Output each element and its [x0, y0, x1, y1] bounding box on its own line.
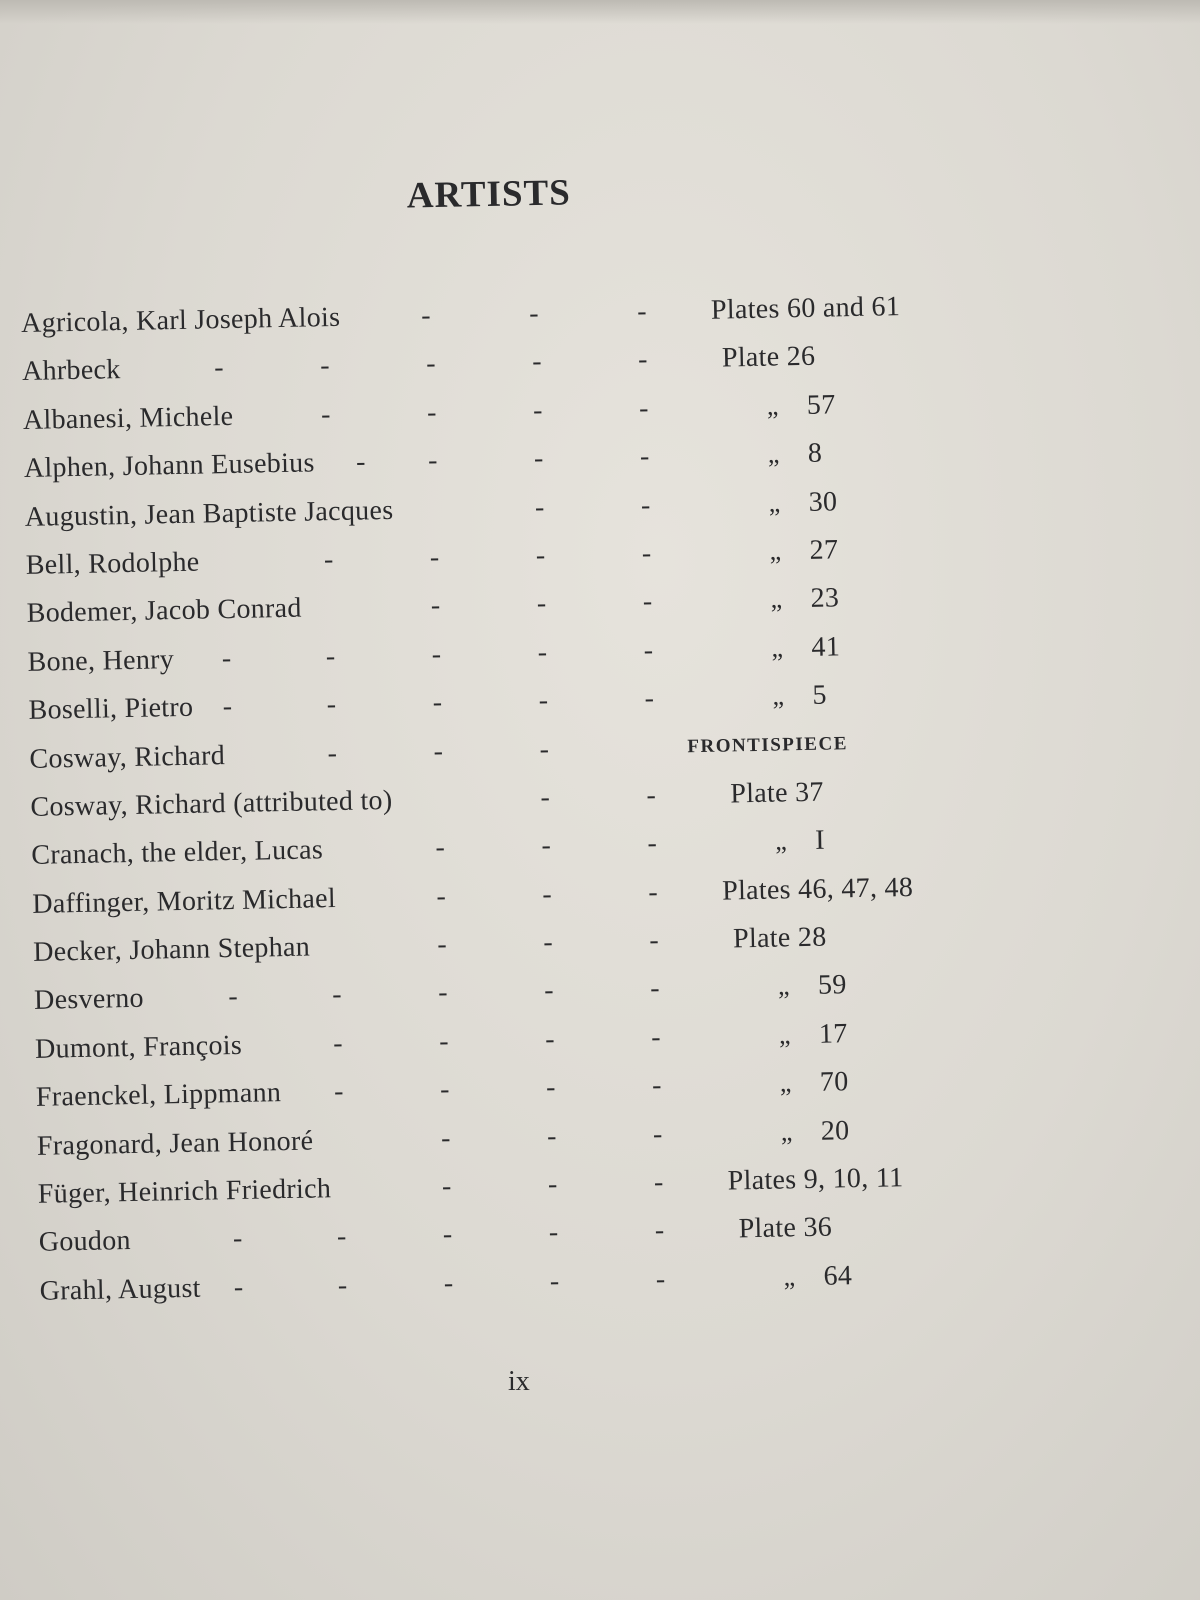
leader-dash: -: [327, 737, 338, 769]
artist-name: Augustin, Jean Baptiste Jacques: [24, 494, 394, 533]
leader-dash: -: [648, 924, 660, 957]
leader-dash: -: [438, 1025, 450, 1057]
leader-dash: -: [548, 1217, 559, 1249]
plate-reference: [780, 1107, 850, 1156]
ditto-mark: „: [770, 584, 783, 614]
ditto-mark: „: [766, 391, 779, 421]
page-edge-shadow: [0, 0, 1200, 24]
leader-dash: -: [534, 491, 545, 523]
leader-dash: -: [636, 295, 648, 328]
leader-dash: -: [429, 541, 440, 574]
artist-name: Albanesi, Michele: [22, 400, 234, 436]
plate-number: 59: [817, 969, 847, 1002]
leader-dash: -: [427, 445, 438, 477]
leader-dash: -: [536, 588, 547, 620]
leader-dash: -: [432, 687, 443, 719]
artist-name: Decker, Johann Stephan: [32, 931, 311, 968]
leader-dash: -: [549, 1265, 560, 1297]
artist-name: Ahrbeck: [21, 354, 121, 388]
leader-dash: -: [543, 975, 555, 1007]
leader-dash: -: [641, 537, 652, 570]
plate-reference: Plate 36: [738, 1211, 833, 1245]
leader-dash: -: [646, 779, 657, 811]
plate-number: 41: [811, 631, 841, 663]
leader-dash: -: [543, 926, 554, 959]
leader-dash: -: [542, 878, 553, 910]
leader-dash: -: [442, 1219, 453, 1251]
artist-name: Daffinger, Moritz Michael: [31, 882, 337, 920]
plate-number: 8: [807, 437, 823, 470]
ditto-mark: „: [769, 536, 782, 566]
leader-dash: -: [541, 830, 552, 862]
leader-dash: -: [539, 733, 550, 765]
leader-dash: -: [655, 1263, 666, 1295]
leader-dash: -: [649, 973, 661, 1005]
plate-reference: [783, 1252, 853, 1301]
leader-dash: -: [435, 832, 446, 864]
artist-name: Fragonard, Jean Honoré: [36, 1125, 314, 1162]
leader-dash: -: [639, 441, 650, 473]
plate-reference: [778, 962, 848, 1011]
plate-reference: Plates 9, 10, 11: [727, 1162, 904, 1197]
leader-dash: -: [440, 1122, 451, 1154]
artist-name: Alphen, Johann Eusebius: [23, 447, 315, 485]
plate-number: 20: [820, 1114, 850, 1147]
plate-reference: [769, 526, 839, 575]
leader-dash: -: [638, 392, 649, 424]
leader-dash: -: [323, 543, 334, 576]
leader-dash: -: [332, 1027, 344, 1059]
leader-dash: -: [420, 300, 432, 332]
leader-dash: -: [540, 781, 551, 813]
leader-dash: -: [528, 298, 540, 330]
plate-reference: [771, 623, 841, 672]
leader-dash: -: [437, 928, 448, 961]
plate-reference: [772, 672, 827, 721]
leader-dash: -: [533, 443, 544, 475]
plate-reference: [768, 478, 838, 527]
leader-dash: -: [652, 1118, 663, 1150]
leader-dash: -: [643, 634, 654, 666]
leader-dash: -: [426, 396, 438, 428]
artist-name: Cosway, Richard: [29, 739, 226, 775]
leader-dash: -: [535, 539, 546, 572]
leader-dash: -: [221, 642, 232, 674]
leader-dash: -: [653, 1166, 664, 1199]
leader-dash: -: [319, 350, 331, 382]
plate-reference: Plates 60 and 61: [710, 291, 901, 326]
ditto-mark: „: [783, 1262, 796, 1292]
leader-dash: -: [232, 1223, 243, 1255]
leader-dash: -: [331, 979, 343, 1011]
plate-reference: [778, 1010, 848, 1059]
leader-dash: -: [430, 590, 441, 622]
artist-name: Agricola, Karl Joseph Alois: [20, 301, 341, 339]
leader-dash: -: [213, 352, 225, 384]
leader-dash: -: [651, 1070, 662, 1102]
plate-number: 27: [809, 534, 839, 566]
leader-dash: -: [333, 1076, 345, 1108]
artist-name: Cosway, Richard (attributed to): [30, 784, 393, 823]
leader-dash: -: [648, 876, 659, 908]
leader-dash: -: [537, 636, 548, 668]
leader-dash: -: [637, 344, 649, 376]
artist-name: Bell, Rodolphe: [25, 546, 200, 581]
leader-dash: -: [325, 640, 336, 672]
ditto-mark: „: [780, 1116, 793, 1147]
leader-dash: -: [531, 346, 543, 378]
ditto-mark: „: [772, 681, 785, 711]
artist-name: Fraenckel, Lippmann: [35, 1077, 282, 1114]
leader-dash: -: [538, 685, 549, 717]
leader-dash: -: [647, 828, 658, 860]
plate-reference: [775, 817, 826, 866]
plate-reference: Plate 28: [732, 921, 827, 955]
plate-number: I: [814, 824, 826, 857]
plate-reference: [779, 1058, 849, 1107]
leader-dash: -: [547, 1168, 558, 1201]
leader-dash: -: [532, 394, 544, 426]
artist-name: Bodemer, Jacob Conrad: [26, 592, 302, 630]
leader-dash: -: [441, 1170, 452, 1203]
plate-number: 57: [806, 389, 836, 421]
leader-dash: -: [227, 981, 239, 1013]
artist-name: Grahl, August: [39, 1272, 202, 1307]
plate-number: 30: [808, 485, 838, 518]
leader-dash: -: [337, 1269, 348, 1301]
leader-dash: -: [546, 1120, 557, 1152]
leader-dash: -: [336, 1221, 347, 1253]
plate-reference: Plate 26: [721, 341, 816, 374]
leader-dash: -: [443, 1267, 454, 1299]
plate-reference: [766, 381, 836, 430]
ditto-mark: „: [774, 826, 788, 856]
page-heading: ARTISTS: [406, 172, 572, 217]
leader-dash: -: [650, 1021, 662, 1053]
plate-number: 64: [823, 1260, 853, 1292]
leader-dash: -: [431, 638, 442, 670]
plate-reference: Plate 37: [730, 776, 824, 810]
plate-number: 70: [819, 1066, 849, 1099]
artist-name: Desverno: [33, 983, 145, 1017]
leader-dash: -: [355, 446, 366, 478]
leader-dash: -: [222, 691, 233, 723]
leader-dash: -: [326, 689, 337, 721]
ditto-mark: „: [779, 1068, 792, 1098]
artist-name: Goudon: [38, 1225, 132, 1259]
leader-dash: -: [640, 489, 651, 521]
ditto-mark: „: [771, 633, 784, 663]
plate-number: 5: [812, 679, 828, 711]
leader-dash: -: [433, 735, 444, 767]
leader-dash: -: [439, 1074, 451, 1106]
leader-dash: -: [425, 348, 437, 380]
artist-name: Dumont, François: [34, 1029, 243, 1065]
plate-reference: FRONTISPIECE: [687, 732, 849, 757]
plate-number: 23: [810, 582, 840, 615]
artist-list: [21, 280, 1060, 1316]
artist-name: Boselli, Pietro: [28, 691, 194, 727]
leader-dash: -: [642, 586, 653, 618]
ditto-mark: „: [778, 1020, 792, 1050]
plate-reference: [767, 430, 822, 479]
plate-number: 17: [818, 1018, 848, 1050]
ditto-mark: „: [767, 439, 780, 469]
ditto-mark: „: [768, 487, 781, 518]
leader-dash: -: [654, 1215, 665, 1247]
artist-name: Bone, Henry: [27, 643, 175, 678]
leader-dash: -: [644, 683, 655, 715]
leader-dash: -: [233, 1271, 244, 1303]
artist-name: Cranach, the elder, Lucas: [31, 834, 324, 872]
leader-dash: -: [545, 1072, 557, 1104]
leader-dash: -: [544, 1023, 556, 1055]
leader-dash: -: [320, 398, 332, 431]
artist-name: Füger, Heinrich Friedrich: [37, 1173, 332, 1210]
plate-reference: Plates 46, 47, 48: [721, 871, 914, 907]
page-number: ix: [508, 1366, 530, 1397]
plate-reference: [770, 575, 840, 624]
leader-dash: -: [436, 880, 447, 912]
ditto-mark: „: [777, 971, 791, 1002]
artists-index: [18, 140, 1038, 1307]
leader-dash: -: [437, 977, 449, 1009]
